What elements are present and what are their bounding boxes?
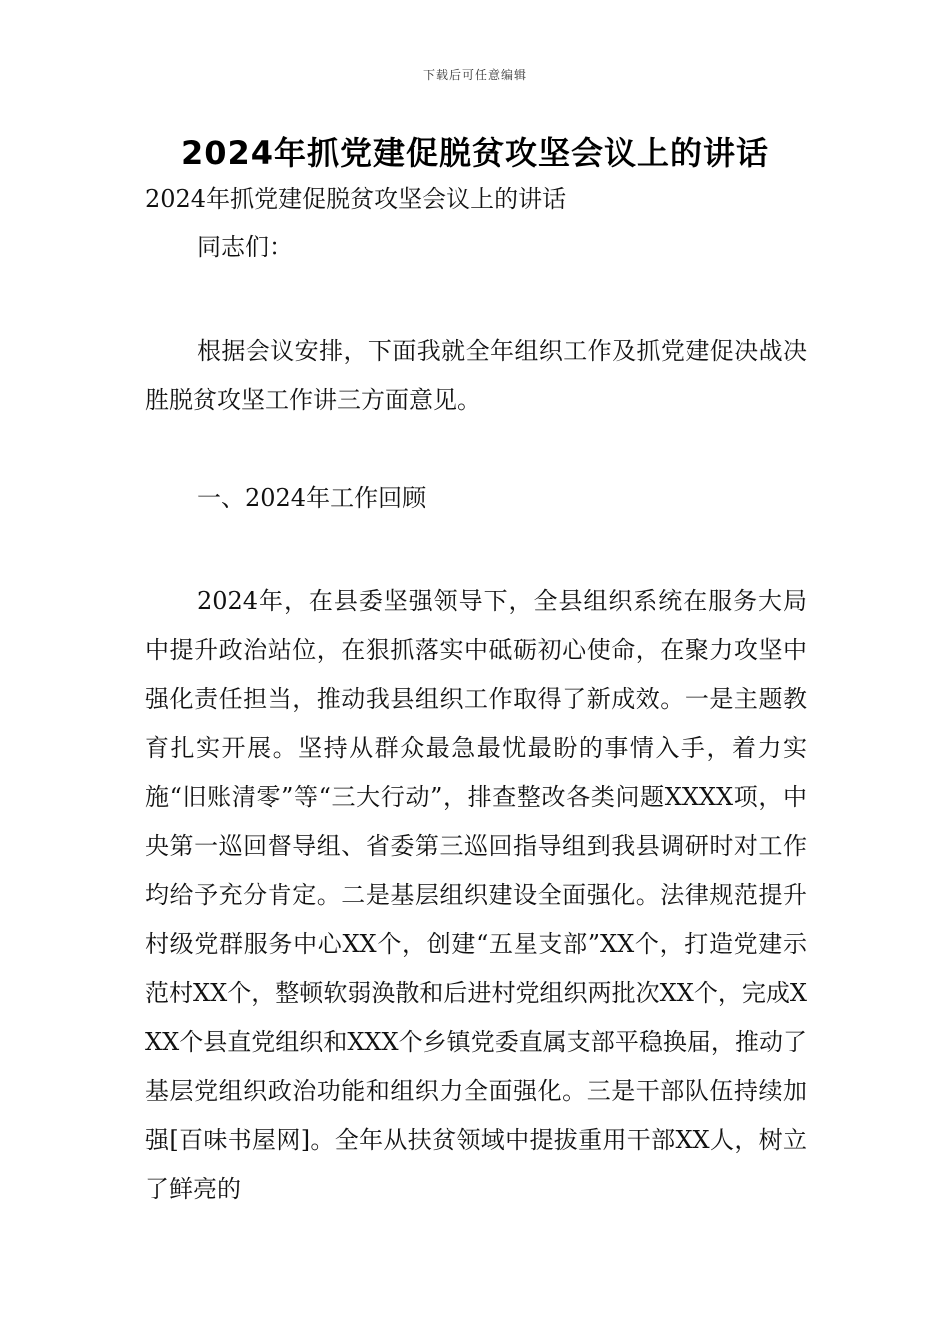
header-note: 下载后可任意编辑 bbox=[422, 68, 527, 82]
greeting: 同志们： bbox=[197, 233, 293, 261]
paragraph-intro: 根据会议安排，下面我就全年组织工作及抓党建促决战决胜脱贫攻坚工作讲三方面意见。 bbox=[145, 337, 807, 414]
document-title: 2024年抓党建促脱贫攻坚会议上的讲话 bbox=[180, 134, 770, 172]
section-heading: 一、2024年工作回顾 bbox=[197, 484, 427, 512]
paragraph-review: 2024年，在县委坚强领导下，全县组织系统在服务大局中提升政治站位，在狠抓落实中砥砺初心使命，在聚力攻坚中强化责任担当，推动我县组织工作取得了新成效。一是主题教育扎实开展。坚持从群众最急最忧最盼的事情入手，着力实施“旧账清零”等“三大行动”，排查整改各类问题XXXX项，中央第一巡回督导组、省委第三巡回指导组到我县调研时对工作均给予充分肯定。二是基层组织建设全面强化。法律规范提升村级党群服务中心XX个，创建“五星支部”XX个，打造党建示范村XX个，整顿软弱涣散和后进村党组织两批次XX个，完成XXX个县直党组织和XXX个乡镇党委直属支部平稳换届，推动了基层党组织政治功能和组织力全面强化。三是干部队伍持续加强[百味书屋网]。全年从扶贫领域中提拔重用干部XX人，树立了鲜亮的 bbox=[145, 587, 807, 1203]
document-subtitle: 2024年抓党建促脱贫攻坚会议上的讲话 bbox=[145, 185, 567, 213]
